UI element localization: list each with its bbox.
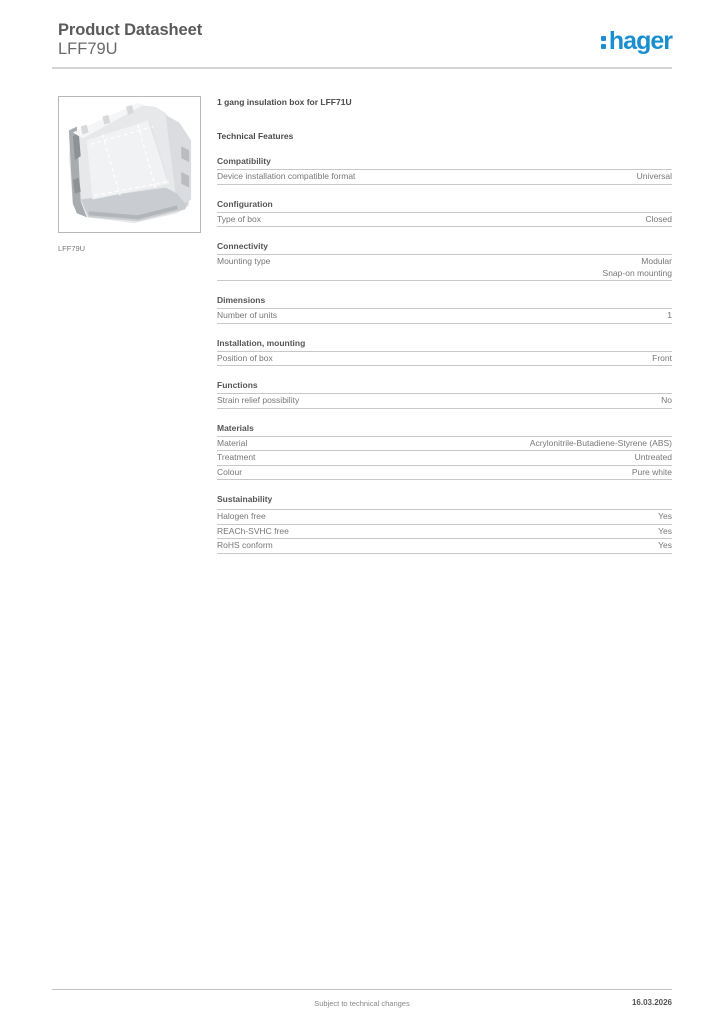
footer-disclaimer: Subject to technical changes [314, 999, 410, 1008]
image-caption: LFF79U [58, 244, 86, 253]
spec-label: Type of box [217, 213, 261, 224]
spec-group-materials [217, 423, 672, 481]
spec-value-line: No [661, 395, 672, 405]
spec-label: REACh-SVHC free [217, 525, 289, 536]
group-title: Installation, mounting [217, 338, 672, 352]
spec-value-line: Front [652, 352, 672, 363]
spec-value-line: Yes [658, 511, 672, 521]
spec-value-line: Yes [658, 525, 672, 536]
product-image [58, 96, 201, 233]
specification-content [217, 96, 672, 554]
spec-row [217, 466, 672, 481]
spec-value-line: Pure white [631, 466, 672, 477]
spec-value-line: Snap-on mounting [602, 267, 672, 278]
spec-label: Position of box [217, 352, 273, 363]
spec-label: Number of units [217, 310, 277, 320]
spec-group-connectivity [217, 241, 672, 281]
technical-features-heading: Technical Features [217, 131, 294, 141]
spec-value-line: Closed [645, 213, 672, 224]
spec-row [217, 451, 672, 466]
footer-divider [52, 989, 672, 990]
spec-label: Mounting type [217, 256, 271, 266]
spec-group-installation [217, 338, 672, 367]
product-code: LFF79U [58, 40, 118, 58]
spec-label: RoHS conform [217, 540, 273, 550]
group-title: Sustainability [217, 494, 672, 510]
insulation-box-icon [59, 97, 200, 232]
spec-label: Treatment [217, 452, 256, 462]
spec-value [658, 540, 672, 552]
spec-label: Strain relief possibility [217, 395, 300, 405]
document-header [58, 21, 202, 59]
spec-value-line: Yes [658, 540, 672, 550]
group-title: Connectivity [217, 241, 672, 255]
spec-value-line: Universal [636, 171, 672, 181]
spec-row [217, 213, 672, 228]
spec-row [217, 510, 672, 525]
group-title: Functions [217, 380, 672, 394]
logo-colon-icon [601, 27, 607, 47]
spec-value [603, 256, 672, 279]
spec-value [658, 526, 672, 538]
spec-value [667, 310, 672, 322]
spec-row [217, 309, 672, 324]
logo-text: hager [608, 27, 672, 55]
spec-value-line: Acrylonitrile-Butadiene-Styrene (ABS) [529, 437, 672, 448]
spec-value [637, 171, 672, 183]
spec-label: Material [217, 437, 248, 448]
spec-row [217, 539, 672, 554]
hager-logo [601, 27, 672, 55]
spec-group-dimensions [217, 295, 672, 324]
spec-label: Device installation compatible format [217, 171, 356, 181]
spec-value [530, 438, 672, 450]
footer-date: 16.03.2026 [631, 998, 672, 1007]
spec-value [632, 467, 672, 479]
document-title: Product Datasheet [58, 21, 203, 39]
spec-row [217, 525, 672, 540]
spec-group-sustainability [217, 494, 672, 554]
spec-group-compatibility [217, 156, 672, 185]
product-description: 1 gang insulation box for LFF71U [217, 97, 352, 107]
spec-value [646, 214, 672, 226]
spec-value [661, 395, 672, 407]
spec-value [658, 511, 672, 523]
spec-row [217, 394, 672, 409]
spec-value-line: Untreated [634, 452, 672, 462]
spec-row [217, 437, 672, 452]
spec-value-line: Modular [641, 256, 672, 266]
spec-value-line: 1 [667, 310, 672, 320]
spec-group-configuration [217, 199, 672, 228]
spec-value [652, 353, 672, 365]
header-divider [52, 67, 672, 69]
group-title: Configuration [217, 199, 672, 213]
group-title: Materials [217, 423, 672, 437]
spec-group-functions [217, 380, 672, 409]
spec-label: Colour [217, 466, 243, 477]
group-title: Dimensions [217, 295, 672, 309]
spec-row [217, 255, 672, 281]
spec-value [635, 452, 672, 464]
spec-row [217, 352, 672, 367]
spec-label: Halogen free [217, 511, 266, 521]
spec-row [217, 170, 672, 185]
group-title: Compatibility [217, 156, 672, 170]
